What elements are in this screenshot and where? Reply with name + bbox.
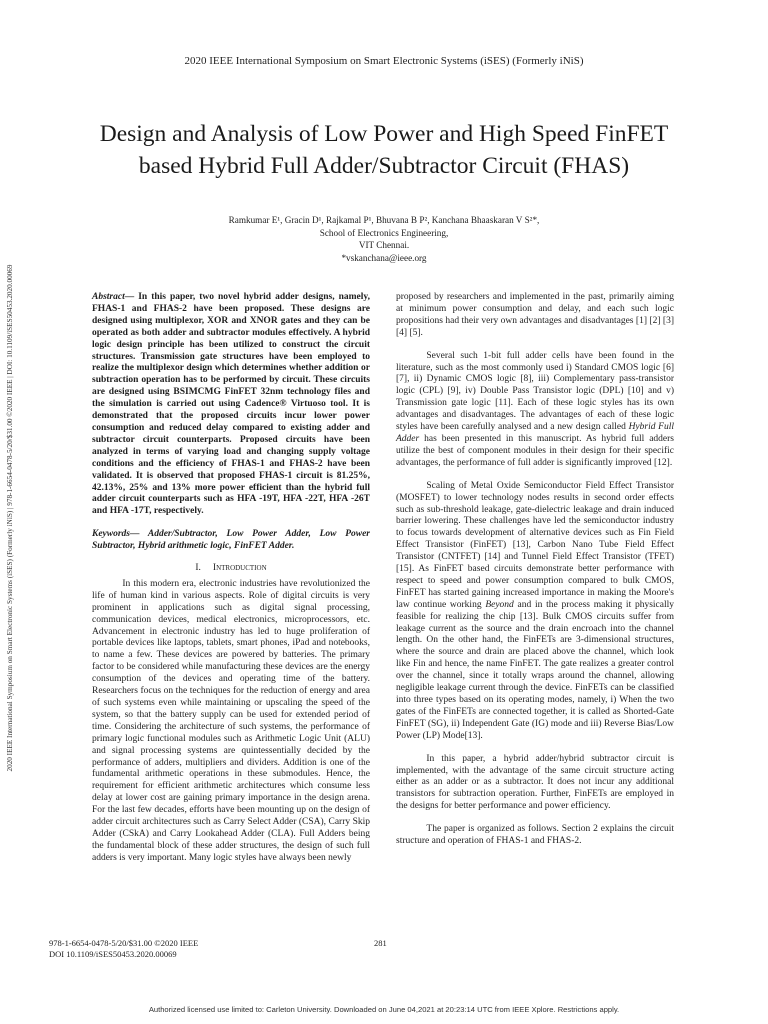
intro-paragraph: In this modern era, electronic industries have revolutionized the life of human kind in various aspects. Role of digital circuits is very prominent in applications such as digital signal processing, communication devices, medical electronics, microprocessors, etc. Advancement in electronic industry has led to huge proliferation of portable devices like laptops, tablets, smart phones, iPad and notebooks, to name a few. These devices are powered by batteries. The primary factor to be considered while manufacturing these devices are the energy consumption of the devices and operating time of the battery. Researchers focus on the techniques for the reduction of energy and area of such systems even while maintaining or upscaling the speed of the system, so that the battery supply can be used for extended period of time. Considering the architecture of such systems, the performance of primary logic functional modules such as Arithmetic Logic Unit (ALU) and signal processing systems are quintessentially decided by the performance of adders, multipliers and dividers. Addition is one of the fundamental arithmetic operations in these submodules. Hence, the requirement for efficient arithmetic architectures which consume less delay at lower cost are gaining primary importance in the design arena. For the last few decades, efforts have been mounting up on the design of adder circuit architectures such as Carry Select Adder (CSA), Carry Skip Adder (CSkA) and Carry Lookahead Adder (CLA). Full Adders being the fundamental block of these adder structures, the design of such full adders is very important. Many logic styles have always been newly xyxy=(92,578,370,863)
section-number: I. xyxy=(195,563,201,574)
body-paragraph-2: Several such 1-bit full adder cells have been found in the literature, such as the most commonly used i) Standard CMOS logic [6] [7], ii) Dynamic CMOS logic [8], iii) Complementary pass-transistor logic (CPL) [9], iv) Double Pass Transistor logic (DPL) [10] and v) Transmission gate logic [11]. Each of these logic styles has its own advantages and disadvantages. The advantages of each of these logic styles have been carefully analysed and a new design called Hybrid Full Adder has been presented in this manuscript. As hybrid full adders utilize the best of component modules in their design for their specific advantages, the performance of full adder is significantly improved [12]. xyxy=(396,350,674,468)
section-heading xyxy=(92,563,370,575)
side-margin-citation xyxy=(4,178,16,858)
affiliation-school: School of Electronics Engineering, xyxy=(319,227,449,238)
footer-identifiers xyxy=(49,938,198,960)
conference-header: 2020 IEEE International Symposium on Smart Electronic Systems (iSES) (Formerly iNiS) xyxy=(184,55,584,67)
right-column xyxy=(396,292,674,848)
body-paragraph-5: The paper is organized as follows. Section 2 explains the circuit structure and operation of FHAS-1 and FHAS-2. xyxy=(396,824,674,847)
author-list: Ramkumar E¹, Gracin D¹, Rajkamal P¹, Bhuvana B P², Kanchana Bhaaskaran V S²*, xyxy=(228,215,540,225)
emphasis-hybrid-full-adder: Hybrid Full Adder xyxy=(396,422,674,444)
body-paragraph-1: proposed by researchers and implemented in the past, primarily aiming at minimum power consumption and delay, and each such logic propositions had their very own advantages and disadvantages [1] [2] [3] [4] [5]. xyxy=(396,292,674,338)
page-number: 281 xyxy=(374,938,387,948)
keywords: Keywords— Adder/Subtractor, Low Power Adder, Low Power Subtractor, Hybrid arithmetic logic, FinFET Adder. xyxy=(92,529,370,552)
abstract-text: In this paper, two novel hybrid adder designs, namely, FHAS-1 and FHAS-2 have been proposed. These designs are designed using multiplexor, XOR and XNOR gates and they can be operated as both adder and subtractor modules effectively. A hybrid logic design principle has been utilized to construct the circuit structures. Transmission gate structures have been employed to realize the multiplexor design which determines whether addition or subtraction operation has to be performed by circuit. These circuits are designed using BSIMCMG FinFET 32nm technology files and the simulation is carried out using Cadence® Virtuoso tool. It is demonstrated that the proposed circuits incur lower power consumption and reduced delay compared to existing adder and subtractor circuit counterparts. Proposed circuits have been analyzed in terms of varying load and changing supply voltage conditions and the efficiency of FHAS-1 and FHAS-2 have been validated. It is observed that proposed FHAS-1 circuit is 81.25%, 42.13%, 25% and 13% more power efficient than the hybrid full adder circuit counterparts such as HFA -19T, HFA -22T, HFA -26T and HFA -17T, respectively. xyxy=(92,292,370,517)
abstract xyxy=(92,292,370,518)
affiliation-institute: VIT Chennai. xyxy=(358,240,410,250)
license-notice: Authorized licensed use limited to: Carleton University. Downloaded on June 04,2021 at 20:23:14 UTC from IEEE Xplore. Restrictions apply. xyxy=(148,1005,620,1014)
footer-doi: DOI 10.1109/iSES50453.2020.00069 xyxy=(49,949,177,959)
side-margin-text: 2020 IEEE International Symposium on Smart Electronic Systems (iSES) (Formerly iNiS) | 978-1-6654-0478-5/20/$31.00 ©2020 IEEE | DOI: 10.1109/iSES50453.2020.00069 xyxy=(6,264,14,772)
corresponding-email: *vskanchana@ieee.org xyxy=(341,252,427,263)
abstract-label: Abstract— xyxy=(92,292,135,302)
left-column xyxy=(92,292,370,865)
body-paragraph-3: Scaling of Metal Oxide Semiconductor Field Effect Transistor (MOSFET) to lower technology nodes results in second order effects such as sub-threshold leakage, gate-dielectric leakage and drain induced barrier lowering. These challenges have led the semiconductor industry to focus towards development of alternative devices such as Fin Field Effect Transistor (FinFET) [13], Carbon Nano Tube Field Effect Transistor (CNTFET) [14] and Tunnel Field Effect Transistor (TFET) [15]. As FinFET based circuits demonstrate better performance with respect to speed and power consumption compared to bulk CMOS, FinFET has started gaining increased importance in making the Moore's law continue working Beyond and in the process making it physically feasible for realizing the chip [13]. Bulk CMOS circuits suffer from leakage current as the source and the drain encroach into the channel length. On the other hand, the FinFETs are 3-dimensional structures, where the source and drain are placed above the channel, which look like Fin and hence, the name FinFET. The gate realizes a greater control over the channel, since it totally wraps around the channel, allowing negligible leakage current through the device. FinFETs can be classified into three types based on its operating modes, namely, i) When the two gates of the FinFETs are connected together, it is called as Shorted-Gate FinFET (SG), ii) Independent Gate (IG) mode and iii) Reverse Bias/Low Power (LP) Mode[13]. xyxy=(396,480,675,741)
emphasis-beyond: Beyond xyxy=(485,599,514,610)
author-block xyxy=(150,214,618,264)
footer-isbn: 978-1-6654-0478-5/20/$31.00 ©2020 IEEE xyxy=(49,938,199,948)
paper-title: Design and Analysis of Low Power and High Speed FinFET based Hybrid Full Adder/Subtractor Circuit (FHAS) xyxy=(99,121,669,179)
body-paragraph-4: In this paper, a hybrid adder/hybrid subtractor circuit is implemented, with the advantage of the same circuit structure acting either as an adder or as a subtractor. It does not incur any additional transistors for subtraction operation. Further, FinFETs are employed in the designs for better performance and power efficiency. xyxy=(396,753,674,812)
section-title: Introduction xyxy=(212,563,267,574)
